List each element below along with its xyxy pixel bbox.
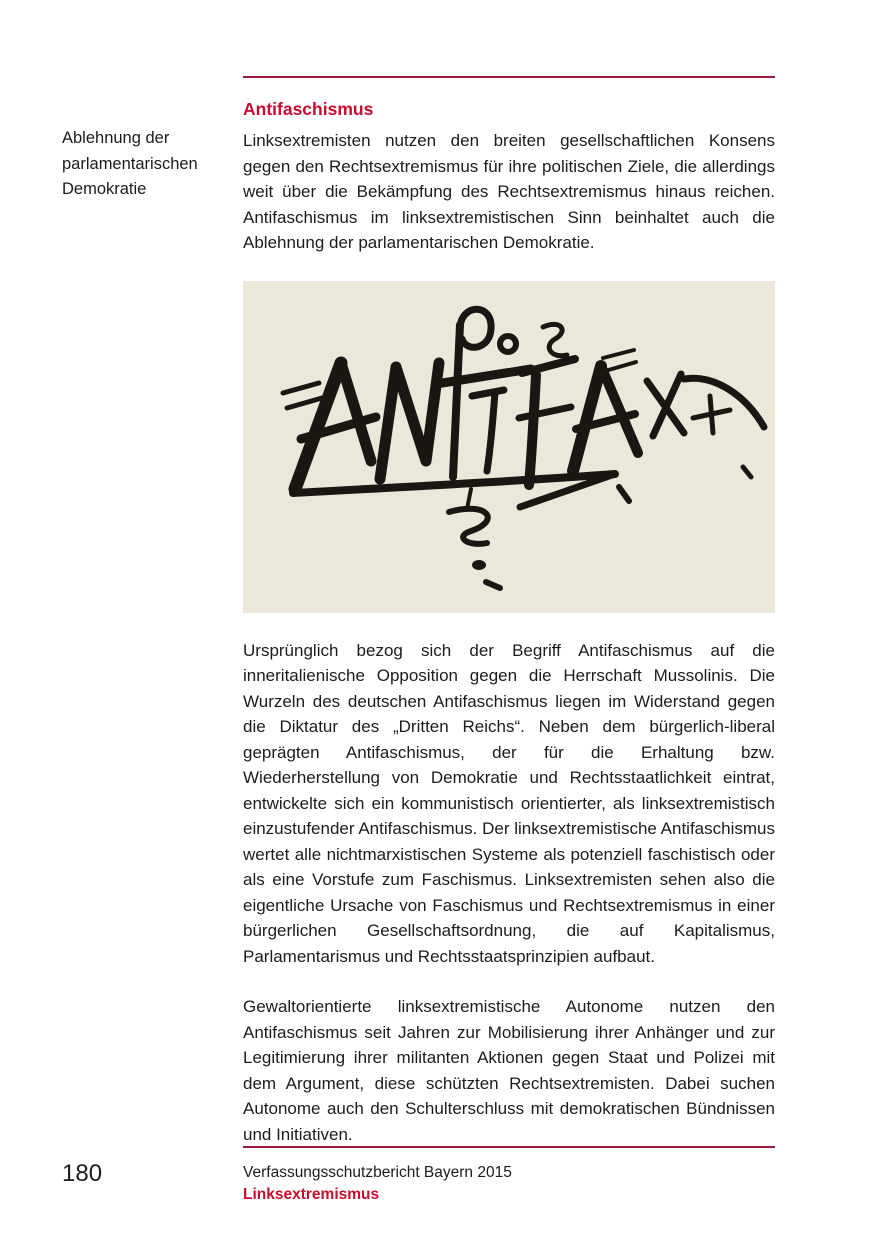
margin-note: Ablehnung der parlamentarischen Demokratie [62,129,198,198]
antifa-graffiti-svg [243,281,775,613]
footer-section-label: Linksextremismus [243,1186,380,1203]
paragraph-history: Ursprünglich bezog sich der Begriff Antifaschismus auf die inneritalienische Opposition gegen die Herrschaft Mussolinis. Die Wurzeln des deutschen Antifaschismus liegen im Widerstand gegen die Diktatur des „Dritten Reichs“. Neben dem bürgerlich-liberal geprägten Antifaschismus, der für die Erhaltung bzw. Wiederherstellung von Demokratie und Rechtsstaatlichkeit eintrat, entwickelte sich ein kommunistisch orientierter, als linksextremistisch einzustufender Antifaschismus. Der linksextremistische Antifaschismus wertet alle nichtmarxistischen Systeme als potenziell faschistisch oder als eine Vorstufe zum Faschismus. Linksextremisten sehen also die eigentliche Ursache von Faschismus und Rechtsextremismus in einer bürgerlichen Gesellschaftsordnung, die auf Kapitalismus, Parlamentarismus und Rechtsstaatsprinzipien aufbaut. [243,640,775,966]
footer-rule [243,1146,775,1148]
page-number: 180 [62,1160,103,1187]
section-heading: Antifaschismus [243,99,374,119]
paragraph-autonome: Gewaltorientierte linksextremistische Autonome nutzen den Antifaschismus seit Jahren zur Mobilisierung ihrer Anhänger und zur Legitimierung ihrer militanten Aktionen gegen Staat und Polizei mit dem Argument, diese schützten Rechtsextremisten. Dabei suchen Autonome auch den Schulterschluss mit demokratischen Bündnissen und Initiativen. [243,997,775,1144]
paragraph-intro: Linksextremisten nutzen den breiten gesellschaftlichen Konsens gegen den Rechtsextremismus für ihre politischen Ziele, die allerdings weit über die Bekämpfung des Rechtsextremismus hinaus reichen. Antifaschismus im linksextremistischen Sinn beinhaltet auch die Ablehnung der parlamentarischen Demokratie. [243,131,775,252]
footer-report-title: Verfassungsschutzbericht Bayern 2015 [243,1164,512,1181]
footer-text [243,1162,775,1206]
main-column [243,76,775,1172]
antifa-graffiti-image [243,281,775,613]
top-rule [243,76,775,78]
